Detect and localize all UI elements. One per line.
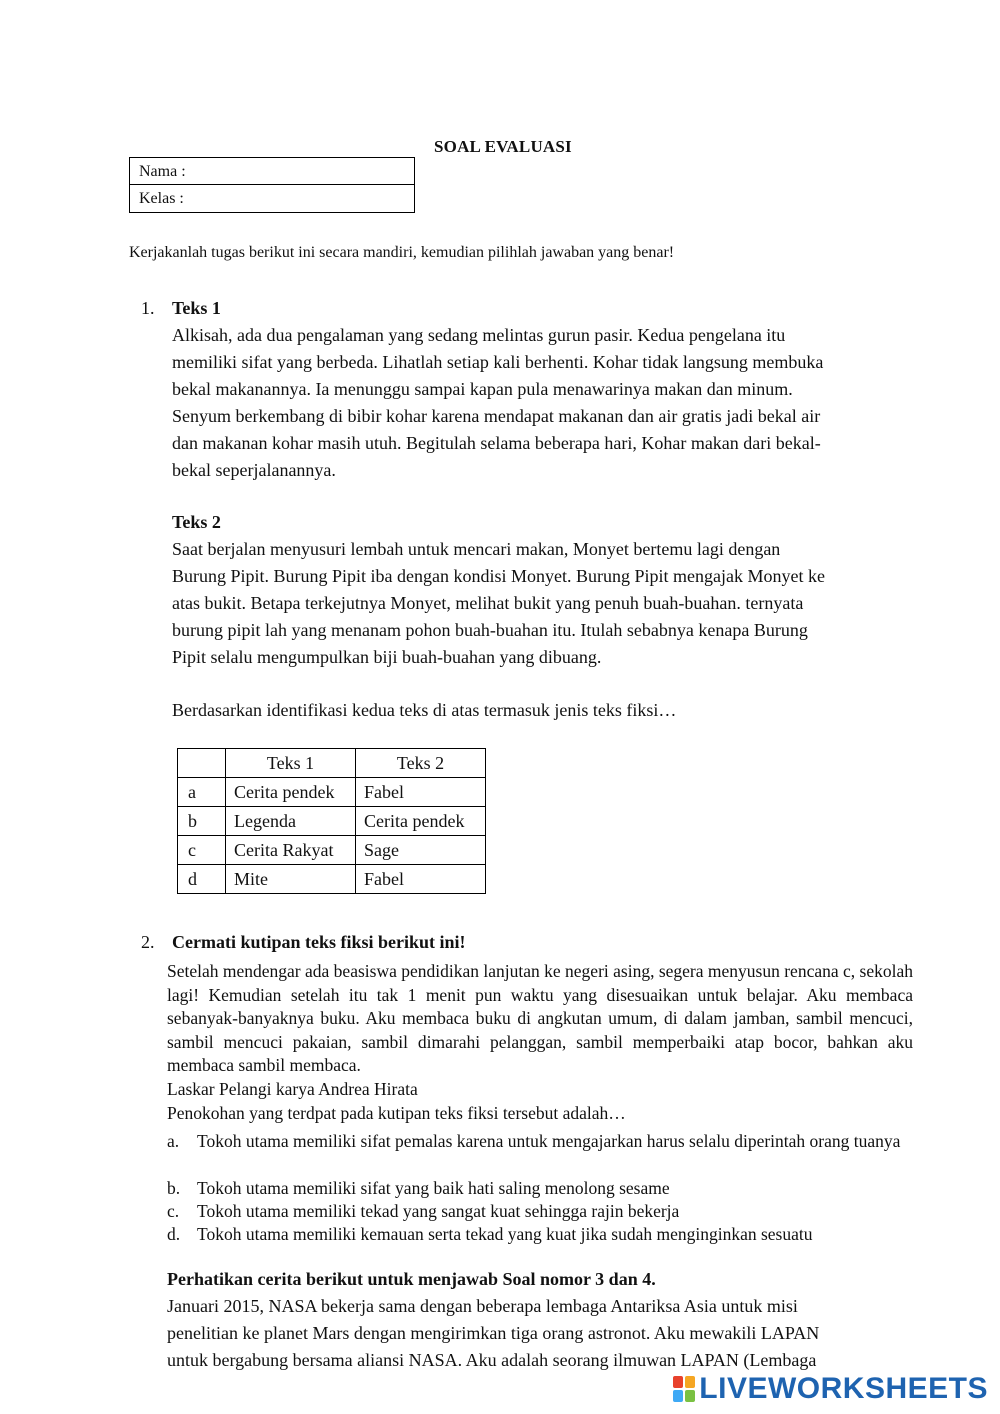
passage-line: Burung Pipit. Burung Pipit iba dengan kondisi Monyet. Burung Pipit mengajak Monyet ke (172, 566, 825, 586)
option-label: b (178, 807, 226, 836)
table-row[interactable] (178, 865, 486, 894)
table-header-row (178, 749, 486, 778)
choice-d[interactable] (167, 1223, 917, 1247)
logo-tile (673, 1376, 683, 1388)
passage-source: Laskar Pelangi karya Andrea Hirata (167, 1079, 418, 1099)
table-header-cell (178, 749, 226, 778)
passage-line: atas bukit. Betapa terkejutnya Monyet, melihat bukit yang penuh buah-buahan. ternyata (172, 593, 804, 613)
passage-line: penelitian ke planet Mars dengan mengirimkan tiga orang astronot. Aku mewakili LAPAN (167, 1323, 820, 1343)
passage-line: Januari 2015, NASA bekerja sama dengan beberapa lembaga Antariksa Asia untuk misi (167, 1296, 798, 1316)
table-header-cell: Teks 1 (226, 749, 356, 778)
class-field-label: Kelas : (139, 190, 184, 207)
passage-line: Pipit selalu mengumpulkan biji buah-buahan yang dibuang. (172, 647, 602, 667)
page-title: SOAL EVALUASI (434, 137, 572, 156)
liveworksheets-logo-icon (673, 1376, 695, 1402)
choice-label: c. (167, 1201, 180, 1221)
passage-line: burung pipit lah yang menanam pohon buah-buahan itu. Itulah sebabnya kenapa Burung (172, 620, 808, 640)
choice-text: Tokoh utama memiliki tekad yang sangat kuat sehingga rajin bekerja (197, 1201, 680, 1221)
choice-label: d. (167, 1224, 181, 1244)
choice-b[interactable] (167, 1177, 917, 1201)
choice-text: Tokoh utama memiliki kemauan serta tekad yang kuat jika sudah menginginkan sesuatu (197, 1224, 813, 1244)
choice-a[interactable] (167, 1130, 917, 1178)
passage-line: bekal makanannya. Ia menunggu sampai kapan pula menawarinya makan dan minum. (172, 379, 793, 399)
table-cell: Sage (356, 836, 486, 865)
passage-line: Saat berjalan menyusuri lembah untuk mencari makan, Monyet bertemu lagi dengan (172, 539, 781, 559)
question-2-heading: Cermati kutipan teks fiksi berikut ini! (172, 932, 466, 952)
table-cell: Fabel (356, 778, 486, 807)
question-1-number: 1. (141, 298, 155, 318)
text-1-passage (172, 322, 917, 484)
table-cell: Mite (226, 865, 356, 894)
question-3-4-heading: Perhatikan cerita berikut untuk menjawab Soal nomor 3 dan 4. (167, 1269, 656, 1289)
choice-label: b. (167, 1178, 181, 1198)
name-field-label: Nama : (130, 158, 414, 185)
table-cell: Cerita pendek (226, 778, 356, 807)
choice-text: Tokoh utama memiliki sifat yang baik hati saling menolong sesame (197, 1178, 670, 1198)
table-cell: Cerita pendek (356, 807, 486, 836)
table-row[interactable] (178, 778, 486, 807)
logo-tile (685, 1376, 695, 1388)
option-label: d (178, 865, 226, 894)
text-1-title: Teks 1 (172, 298, 221, 318)
passage-line: dan makanan kohar masih utuh. Begitulah selama beberapa hari, Kohar makan dari bekal- (172, 433, 821, 453)
text-2-title: Teks 2 (172, 512, 221, 532)
logo-tile (673, 1390, 683, 1402)
answer-options-table (177, 748, 486, 894)
question-1-prompt: Berdasarkan identifikasi kedua teks di atas termasuk jenis teks fiksi… (172, 700, 677, 720)
option-label: c (178, 836, 226, 865)
table-cell: Fabel (356, 865, 486, 894)
logo-text: LIVEWORKSHEETS (699, 1372, 988, 1405)
table-cell: Legenda (226, 807, 356, 836)
question-2-passage: Setelah mendengar ada beasiswa pendidikan lanjutan ke negeri asing, segera menyusun rencana c, sekolah lagi! Kemudian setelah itu tak 1 menit pun waktu yang disesuaikan untuk belajar. Aku membaca sebanyak-banyaknya buku. Aku membaca buku di angkutan umum, di dalam jamban, sambil mencuci, sambil mencuci pakaian, sambil dimarahi pelanggan, sambil memperbaiki atap bocor, bahkan aku membaca sambil membaca. (167, 961, 913, 1075)
table-row[interactable] (178, 836, 486, 865)
choice-text: Tokoh utama memiliki sifat pemalas karena untuk mengajarkan harus selalu diperintah orang tuanya (197, 1131, 901, 1151)
passage-line: memiliki sifat yang berbeda. Lihatlah setiap kali berhenti. Kohar tidak langsung membuka (172, 352, 824, 372)
table-header-cell: Teks 2 (356, 749, 486, 778)
table-row[interactable] (178, 807, 486, 836)
logo-tile (685, 1390, 695, 1402)
choice-c[interactable] (167, 1200, 917, 1224)
choice-label: a. (167, 1131, 180, 1151)
question-2-prompt: Penokohan yang terdpat pada kutipan teks fiksi tersebut adalah… (167, 1103, 626, 1123)
text-2-passage (172, 536, 917, 671)
liveworksheets-logo (673, 1372, 988, 1406)
option-label: a (178, 778, 226, 807)
passage-line: bekal seperjalanannya. (172, 460, 336, 480)
passage-line: untuk bergabung bersama aliansi NASA. Aku adalah seorang ilmuwan LAPAN (Lembaga (167, 1350, 817, 1370)
passage-line: Senyum berkembang di bibir kohar karena mendapat makanan dan air gratis jadi bekal air (172, 406, 821, 426)
identity-box (129, 157, 415, 213)
instruction-text: Kerjakanlah tugas berikut ini secara mandiri, kemudian pilihlah jawaban yang benar! (129, 244, 675, 261)
question-3-4-passage (167, 1293, 912, 1374)
passage-line: Alkisah, ada dua pengalaman yang sedang melintas gurun pasir. Kedua pengelana itu (172, 325, 786, 345)
question-2-number: 2. (141, 932, 155, 952)
table-cell: Cerita Rakyat (226, 836, 356, 865)
